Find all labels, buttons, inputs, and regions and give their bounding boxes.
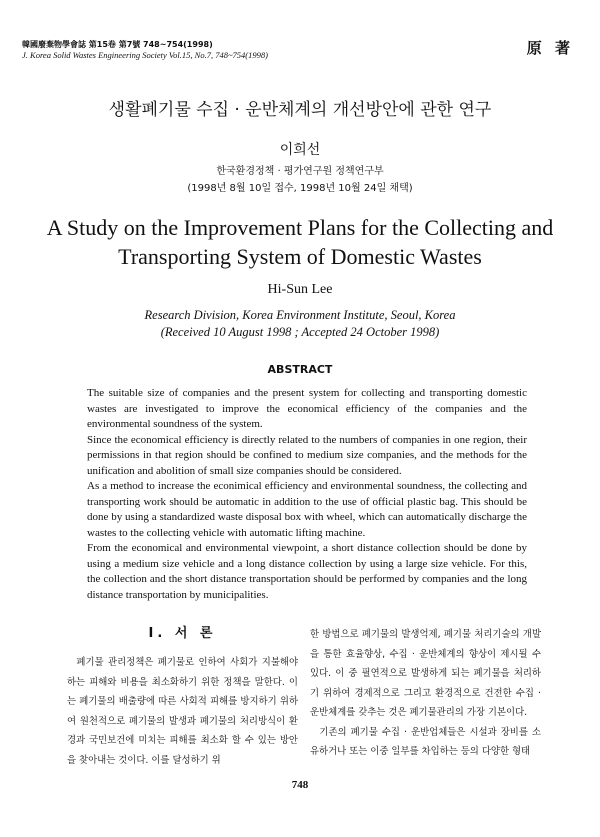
abstract-paragraph: As a method to increase the econimical efficiency and environmental soundness, the collecting and transporting work should be automatic in addition to the use of official plastic bag. This should be done by using a standardized waste disposal box with wheel, which can automatically discharge the wastes to the collecting vehicle with automatic lifting machine.: [87, 480, 527, 539]
section-heading-introduction: Ⅰ. 서 론: [148, 626, 217, 641]
received-date-korean: (1998년 8월 10일 접수, 1998년 10월 24일 채택): [187, 183, 413, 194]
journal-citation-english: J. Korea Solid Wastes Engineering Society Vol.15, No.7, 748~754(1998): [22, 50, 268, 60]
title-english-line2: Transporting System of Domestic Wastes: [118, 244, 482, 269]
right-column: [310, 625, 541, 762]
abstract-paragraph: The suitable size of companies and the present system for collecting and transporting domestic wastes are investigated to improve the economical efficiency of the companies and the environmental soundness of the system.: [87, 387, 527, 430]
affiliation-korean-block: [0, 163, 600, 197]
title-english: [0, 213, 600, 271]
abstract-paragraph: From the economical and environmental viewpoint, a short distance collection should be done by using a medium size vehicle and a long distance collection by using a large size vehicle. For this, the collection and the short distance transportation should be performed by companies and the long distance transportation by municipalities.: [87, 542, 527, 601]
abstract-paragraph: Since the economical efficiency is directly related to the numbers of companies in one region, their permissions in that region should be confined to medium size companies, and the methods for the unification and abolition of small size companies should be considered.: [87, 433, 527, 477]
article-type-tag: 原 著: [526, 39, 574, 57]
journal-citation-korean: 韓國廢棄物學會誌 第15卷 第7號 748~754(1998): [22, 40, 213, 49]
page-number: 748: [291, 779, 309, 791]
author-english: Hi-Sun Lee: [267, 282, 333, 297]
affiliation-korean: 한국환경정책 · 평가연구원 정책연구부: [216, 166, 384, 177]
affiliation-english-block: [0, 307, 600, 341]
received-date-english: (Received 10 August 1998 ; Accepted 24 October 1998): [160, 325, 440, 339]
title-korean: 생활폐기물 수집 · 운반체계의 개선방안에 관한 연구: [108, 100, 492, 120]
title-english-line1: A Study on the Improvement Plans for the Collecting and: [46, 215, 554, 240]
abstract-body: [87, 386, 527, 603]
journal-citation: [22, 40, 268, 60]
left-column: [67, 625, 298, 770]
abstract-heading: ABSTRACT: [267, 363, 333, 376]
body-paragraph: 기존의 폐기물 수집 · 운반업체들은 시설과 장비를 소유하거나 또는 이중 일부를 차입하는 등의 다양한 형태: [310, 726, 541, 757]
affiliation-english: Research Division, Korea Environment Institute, Seoul, Korea: [144, 308, 456, 322]
body-paragraph: 폐기물 관리정책은 폐기물로 인하여 사회가 지불해야 하는 피해와 비용을 최소화하기 위한 정책을 말한다. 이는 폐기물의 배출량에 따른 사회적 피해를 방지하기 위하여 원천적으로 폐기물의 발생과 폐기물의 처리방식이 환경과 국민보건에 미치는 피해를 최소화 할 수 있는 방안을 찾아내는 것이다. 이를 달성하기 위: [67, 657, 298, 766]
body-paragraph: 한 방법으로 폐기물의 발생억제, 폐기물 처리기술의 개발을 통한 효율향상, 수집 · 운반체계의 향상이 제시될 수 있다. 이 중 필연적으로 발생하게 되는 폐기물을 처리하기 위하여 경제적으로 그리고 환경적으로 건전한 수집 · 운반체계를 갖추는 것은 폐기물관리의 가장 기본이다.: [310, 629, 541, 718]
author-korean: 이희선: [279, 142, 321, 158]
